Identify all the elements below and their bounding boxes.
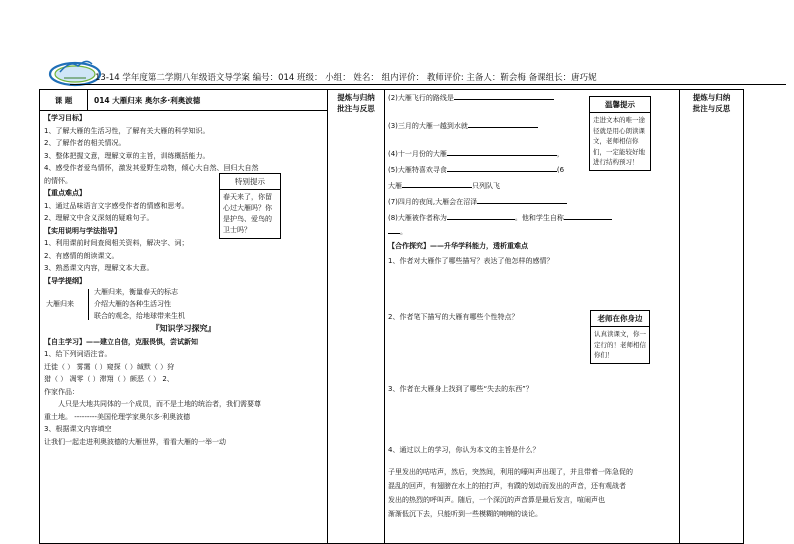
teacher-tip-box xyxy=(590,310,650,364)
method-1: 1、利用课前时间查阅相关资料，解决字、词； xyxy=(44,239,189,247)
fill-3-blank[interactable] xyxy=(468,120,538,128)
passage-line-2: 混乱的回声，有翅膀在水上的拍打声，有蹼的划动而发出的声音，还有观战者 xyxy=(388,482,626,490)
coop-question-4: 4、通过以上的学习，你认为本文的主旨是什么？ xyxy=(388,446,540,454)
guide-title: 【导学提纲】 xyxy=(44,276,86,285)
fill-2: (2)大雁飞行的路线是 xyxy=(388,94,454,102)
explore-title: 『知识学习探究』 xyxy=(151,324,216,333)
passage-line-4: 渐渐低沉下去，只能听到一些模糊的喃喃的谈论。 xyxy=(388,510,542,518)
question-3: 3、根据课文内容填空 xyxy=(44,425,112,433)
outline-block xyxy=(44,287,323,323)
method-3: 3、熟悉课文内容，理解文本大意。 xyxy=(44,264,154,272)
method-2: 2、有感情的朗读课文。 xyxy=(44,251,119,260)
fill-7-blank[interactable] xyxy=(477,196,567,204)
special-tip-body: 春天来了，你留心过大雁吗？你是护鸟、爱鸟的卫士吗？ xyxy=(223,193,272,234)
page-header: 13-14 学年度第二学期八年级语文导学案 编号：014 班级： 小组： 姓名： 组内评价： 教师评价: 主备人：靳会梅 备课组长：唐巧妮 xyxy=(95,73,597,83)
special-tip-title: 特别提示 xyxy=(220,174,280,190)
annotation-column-header xyxy=(328,90,385,544)
outline-item-3: 联合的观念，给地球带来生机 xyxy=(94,312,185,320)
lesson-title: 014 大雁归来 奥尔多·利奥波德 xyxy=(88,90,328,111)
warm-tip-box xyxy=(589,96,651,171)
goal-4: 4、感受作者爱鸟情怀，激发其爱野生动物，倾心大自然、回归大自然 xyxy=(44,164,259,172)
quote-line-2: 重土地。 ---------美国伦理学家奥尔多·利奥波德 xyxy=(44,412,191,421)
goal-1: 1、了解大雁的生活习性，了解有关大雁的科学知识。 xyxy=(44,126,210,135)
fill-3: (3)三月的大雁一越到水就 xyxy=(388,122,468,130)
goals-title: 【学习目标】 xyxy=(44,114,86,122)
coop-question-3: 3、作者在大雁身上找到了哪些“失去的东西”？ xyxy=(388,385,533,393)
pinyin-line-2: 猎（ ） 凋零（ ）滞翔（ ）颇恶（ ） 2、 xyxy=(44,375,174,383)
pinyin-line-1: 迁徙（ ） 雾霭（ ）窥探（ ）缄默（ ）狩 xyxy=(44,362,175,371)
key-1: 1、通过品味语言文字感受作者的情感和思考。 xyxy=(44,201,189,210)
fill-6-end: 只列队飞 xyxy=(472,182,500,190)
teacher-tip-title: 老师在你身边 xyxy=(591,311,649,327)
key-2: 2、理解文中含义深刻的疑难句子。 xyxy=(44,214,154,222)
method-title: 【实用说明与学法指导】 xyxy=(44,226,121,235)
annotation-right-line2: 批注与反思 xyxy=(692,104,731,113)
annotation-header-line2: 批注与反思 xyxy=(337,104,375,113)
coop-question-1: 1、作者对大雁作了哪些描写？表达了他怎样的感情？ xyxy=(388,257,554,265)
fill-8-mid: 。他和学生自称 xyxy=(514,214,564,222)
author-label: 作家作品： xyxy=(44,387,79,396)
outline-item-2: 介绍大雁的各种生活习性 xyxy=(94,300,171,308)
coop-title: 【合作探究】——升华学科能力，透析重难点 xyxy=(388,242,528,250)
special-tip-box xyxy=(219,173,281,239)
left-content-column xyxy=(40,111,328,544)
goal-4-cont: 的情怀。 xyxy=(44,176,72,185)
passage-line-1: 子里发出的咕咕声，然后，突然间，利用的嚎叫声出现了，并且带着一阵急促的 xyxy=(388,468,633,476)
fill-6-blank[interactable] xyxy=(402,180,472,188)
coop-question-2: 2、作者笔下描写的大雁有哪些个性特点？ xyxy=(388,313,519,321)
fill-8-end: 。 xyxy=(400,228,407,236)
teacher-tip-body: 认真读课文，你一定行的！老师相信你们！ xyxy=(594,330,646,359)
self-study-title: 【自主学习】——建立自信，克服畏惧，尝试新知 xyxy=(44,337,198,346)
quote-line-1: 人只是大地共同体的一个成员，而不是土地的统治者，我们需要尊 xyxy=(58,400,261,408)
fill-4: (4)十一月份的大雁 xyxy=(388,150,447,158)
outline-label: 大雁归来 xyxy=(46,300,74,308)
question-3-intro: 让我们一起走进利奥波德的大雁世界，看看大雁的一举一动 xyxy=(44,437,226,446)
fill-5: (5)大雁特喜欢寻食 xyxy=(388,166,447,174)
annotation-right-line1: 提炼与归纳 xyxy=(692,93,731,102)
fill-5-blank[interactable] xyxy=(447,164,557,172)
topic-label: 课 题 xyxy=(40,90,88,111)
header-rule xyxy=(70,84,786,85)
key-title: 【重点难点】 xyxy=(44,189,86,197)
fill-8: (8)大雁被作者称为 xyxy=(388,214,447,222)
outline-brace xyxy=(88,289,89,320)
fill-7: (7)四月的夜间,大雁会在沼泽 xyxy=(388,198,478,206)
annotation-column-header-right xyxy=(680,90,744,544)
question-1: 1、给下列词语注音。 xyxy=(44,350,112,358)
fill-8-blank-b[interactable] xyxy=(564,212,612,220)
fill-8-blank-c[interactable] xyxy=(388,226,400,234)
fill-4-blank[interactable] xyxy=(447,148,557,156)
goal-3: 3、整体把握文意，理解文章的主旨，训练概括能力。 xyxy=(44,151,210,160)
fill-6: 大雁 xyxy=(388,182,402,190)
warm-tip-title: 温馨提示 xyxy=(590,97,650,113)
fill-2-blank[interactable] xyxy=(454,92,554,100)
outline-item-1: 大雁归来，衡量春天的标志 xyxy=(94,288,178,296)
goal-2: 2、了解作者的相关情况。 xyxy=(44,139,126,147)
passage-line-3: 发出的热烈的呼叫声。随后，一个深沉的声音算是最后发言，喧闹声也 xyxy=(388,496,605,504)
annotation-header-line1: 提炼与归纳 xyxy=(337,93,375,102)
fill-6-number: (6 xyxy=(556,166,565,174)
fill-8-blank-a[interactable] xyxy=(447,212,515,220)
right-content-column: (2)大雁飞行的路线是 (3)三月的大雁一越到水就 (4)十一月份的大雁 ， (5)大雁特喜欢寻食 (6 大雁 只列队飞 (7)四月的夜间,大雁会在沼泽 (8)大雁被作者称为 。他和学生自称 。 【合作探究】——升华学科能力，透析重难点 1、作者对大雁作了哪些描写？表达了他怎样的感情？ 2、作者笔下描写的大雁有哪些个性特点？ 3、作者在大雁身上找到了哪些“失去的东西”？ 4、通过以上的学习，你认为本文的主旨是什么？ 子里发出的咕咕声，然后，突然间，利用的嚎叫声出现了，并且带着一阵急促的 混乱的回声，有翅膀在水上的拍打声，有蹼的划动而发出的声音，还有观战者 发出的热烈的呼叫声。随后，一个深沉的声音算是最后发言，喧闹声也 渐渐低沉下去，只能听到一些模糊的喃喃的谈论。 xyxy=(385,90,680,544)
warm-tip-body: 走进文本的唯一途径就是用心朗读课文，老师相信你们，一定能较好地进行结构预习！ xyxy=(593,116,645,166)
